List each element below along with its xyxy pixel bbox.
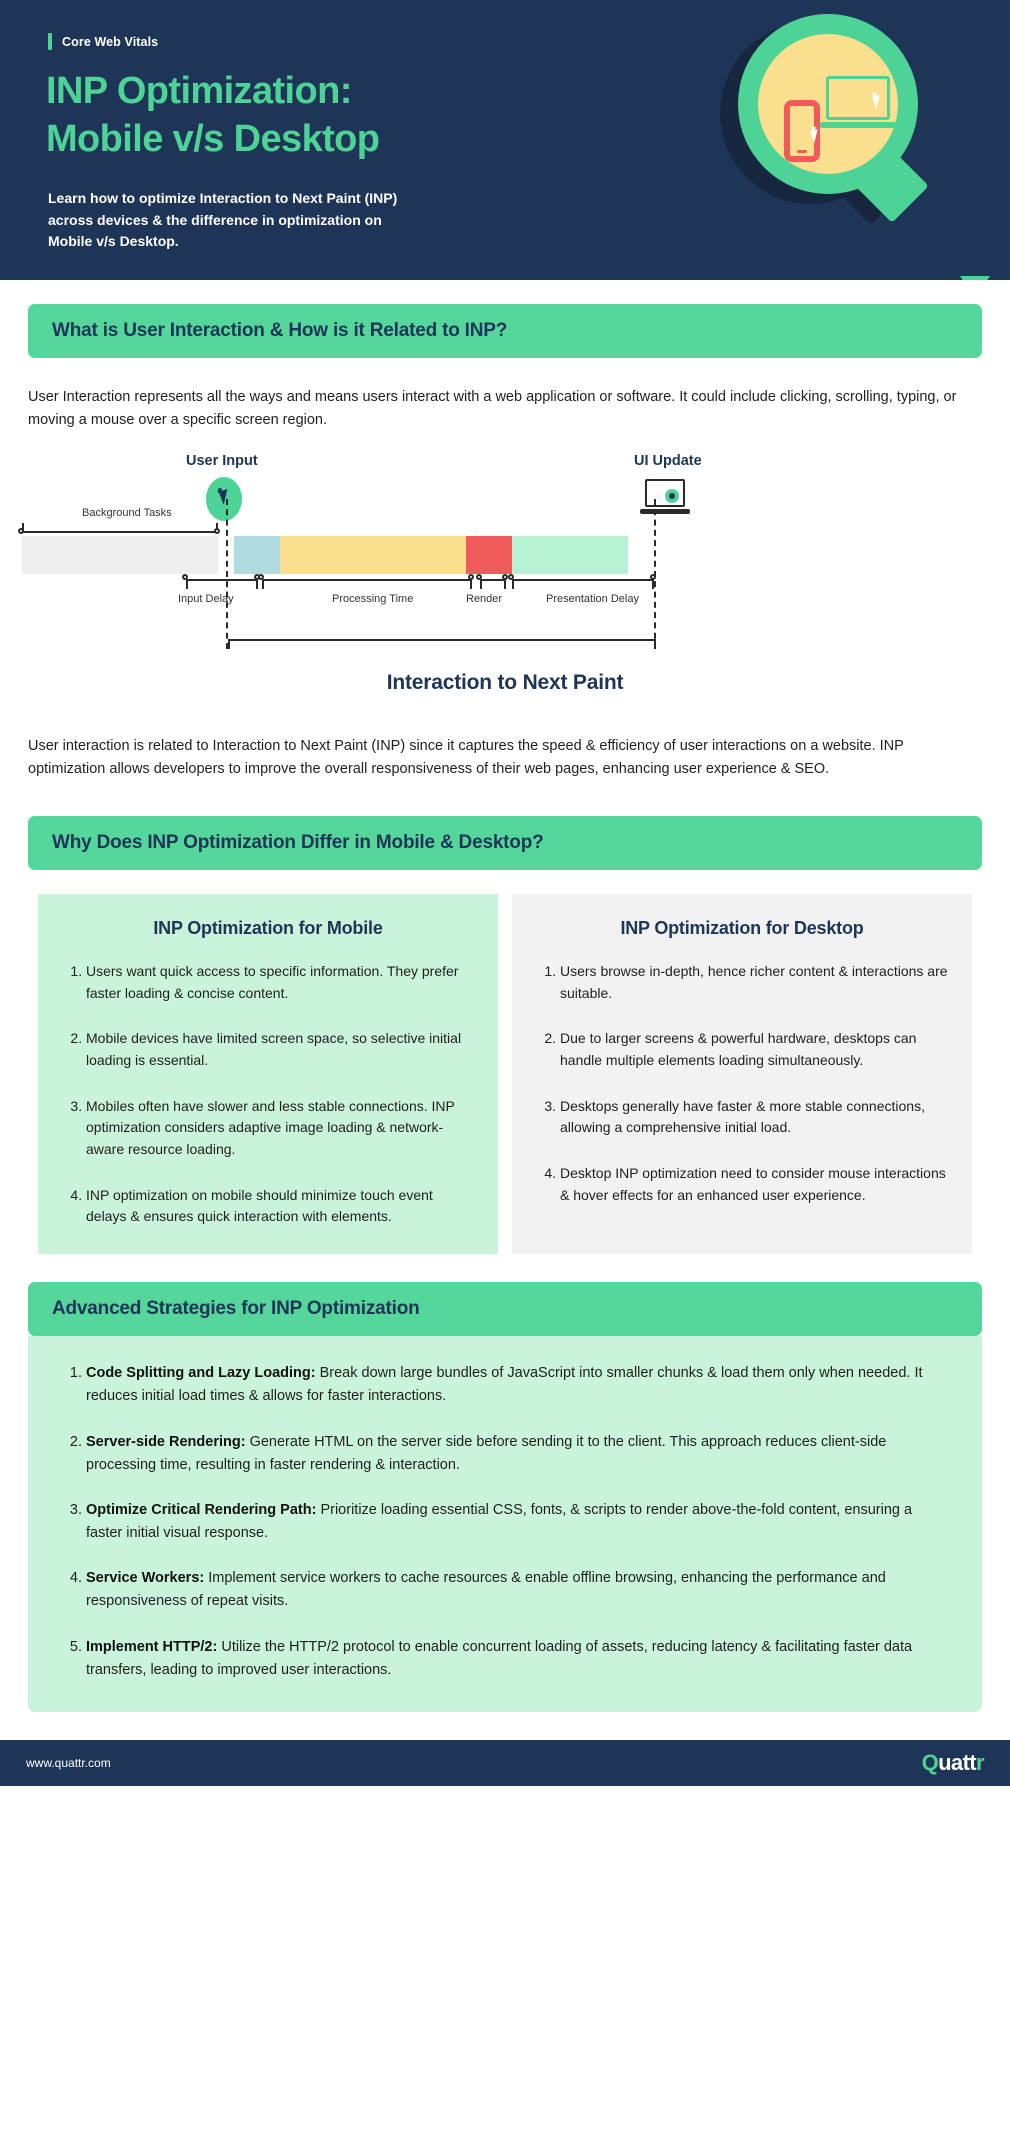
advanced-strategies-list	[58, 1362, 952, 1682]
magnifier-lens	[758, 34, 898, 174]
strategy-desc: Implement service workers to cache resources & enable offline browsing, enhancing the performance and responsiveness of repeat visits.	[86, 1570, 886, 1610]
chart-title: Interaction to Next Paint	[386, 670, 624, 694]
inp-timeline-chart	[0, 441, 1010, 671]
page-subtitle-line-3: Mobile v/s Desktop.	[48, 233, 179, 250]
list-item: 1. Users browse in-depth, hence richer content & interactions are suitable.	[560, 961, 950, 1004]
eyebrow	[48, 33, 158, 50]
presentation-delay-brace	[512, 579, 654, 589]
column-mobile	[38, 894, 498, 1254]
eyebrow-label: Core Web Vitals	[62, 34, 159, 49]
input-delay-knob-left	[182, 574, 188, 580]
section-heading-advanced-strategies	[28, 1282, 982, 1336]
page-subtitle-line-1: Learn how to optimize Interaction to Next Paint (INP)	[48, 190, 398, 206]
list-item	[86, 1499, 952, 1545]
input-delay-brace	[186, 579, 258, 589]
render-knob-left	[476, 574, 482, 580]
list-item	[86, 1636, 952, 1682]
section-heading-label: What is User Interaction & How is it Related to INP?	[52, 320, 508, 341]
laptop-base-shape	[820, 122, 896, 128]
strategy-term: Code Splitting and Lazy Loading:	[86, 1365, 316, 1382]
section1-paragraph: User Interaction represents all the ways and means users interact with a web application or software. It could include clicking, scrolling, typing, or moving a mouse over a specific screen region.	[28, 389, 957, 429]
chart-label-background-tasks: Background Tasks	[82, 506, 172, 519]
page-subtitle	[48, 188, 468, 253]
gear-icon	[665, 489, 679, 503]
footer	[0, 1740, 1010, 1786]
list-item: 3. Mobiles often have slower and less stable connections. INP optimization considers adaptive image loading & network-aware resource loading.	[86, 1096, 476, 1161]
page-title	[46, 68, 566, 164]
bar-segment-background-tasks	[22, 536, 218, 574]
strategy-desc: Generate HTML on the server side before sending it to the client. This approach reduces client-side processing time, resulting in faster rendering & interaction.	[86, 1433, 887, 1473]
bar-segment-input-delay	[234, 536, 280, 574]
quattr-logo	[922, 1750, 984, 1776]
chart-label-render: Render	[466, 592, 503, 605]
mobile-list	[60, 961, 476, 1228]
logo-mid-letters: uatt	[938, 1750, 977, 1775]
timeline-bar-row	[22, 536, 628, 574]
section-heading-why-differ	[28, 816, 982, 870]
chart-label-ui-update: UI Update	[634, 452, 702, 469]
processing-time-knob-right	[468, 574, 474, 580]
list-item	[86, 1362, 952, 1408]
page-title-line-2: Mobile v/s Desktop	[46, 117, 380, 160]
list-item	[86, 1567, 952, 1613]
list-item: 1. Users want quick access to specific information. They prefer faster loading & concise content.	[86, 961, 476, 1004]
chart-label-input-delay: Input Delay	[178, 592, 234, 605]
list-item: 4. Desktop INP optimization need to consider mouse interactions & hover effects for an enhanced user experience.	[560, 1163, 950, 1206]
column-desktop-title: INP Optimization for Desktop	[620, 917, 864, 938]
section-heading-label-3: Advanced Strategies for INP Optimization	[52, 1298, 420, 1320]
brace-knob-right	[214, 528, 220, 534]
presentation-delay-knob-left	[508, 574, 514, 580]
comparison-columns	[38, 894, 972, 1254]
bar-segment-render	[466, 536, 512, 574]
hero-header	[0, 0, 1010, 280]
page-title-line-1: INP Optimization:	[46, 70, 352, 112]
list-item: 3. Desktops generally have faster & more stable connections, allowing a comprehensive initial load.	[560, 1096, 950, 1139]
inp-total-span-brace	[228, 639, 656, 649]
list-item: 2. Mobile devices have limited screen space, so selective initial loading is essential.	[86, 1028, 476, 1071]
strategy-desc: Break down large bundles of JavaScript into smaller chunks & load them only when needed. It reduces initial load times & allows for faster interactions.	[86, 1365, 923, 1405]
footer-url[interactable]: www.quattr.com	[26, 1756, 111, 1770]
bar-segment-presentation-delay	[512, 536, 628, 574]
strategy-term: Server-side Rendering:	[86, 1433, 246, 1450]
chart-label-presentation-delay: Presentation Delay	[546, 592, 639, 605]
advanced-strategies-box	[28, 1336, 982, 1712]
presentation-delay-knob-right	[650, 574, 656, 580]
section-heading-user-interaction	[28, 304, 982, 358]
list-item: 2. Due to larger screens & powerful hardware, desktops can handle multiple elements loading simultaneously.	[560, 1028, 950, 1071]
strategy-term: Implement HTTP/2:	[86, 1638, 218, 1655]
background-tasks-brace	[22, 523, 218, 533]
ui-update-laptop-base	[640, 509, 690, 514]
user-input-dashed-line	[226, 499, 228, 649]
ui-update-laptop-screen	[645, 479, 685, 507]
hero-triangle-accent	[960, 276, 990, 280]
page-subtitle-line-2: across devices & the difference in optimization on	[48, 211, 382, 228]
list-item	[86, 1431, 952, 1477]
phone-home-button	[797, 150, 807, 153]
render-brace	[480, 579, 506, 589]
list-item: 4. INP optimization on mobile should minimize touch event delays & ensures quick interaction with elements.	[86, 1185, 476, 1228]
logo-tail-letter: r	[976, 1750, 984, 1775]
chart-label-user-input: User Input	[186, 452, 258, 469]
brace-knob-left	[18, 528, 24, 534]
eyebrow-accent-bar	[48, 33, 52, 50]
logo-q-letter: Q	[921, 1750, 939, 1775]
laptop-icon	[820, 76, 896, 132]
processing-time-brace	[262, 579, 472, 589]
ui-update-laptop-icon	[640, 479, 690, 517]
user-input-cursor-badge-icon	[206, 477, 242, 521]
processing-time-knob-left	[258, 574, 264, 580]
strategy-desc: Prioritize loading essential CSS, fonts, & scripts to render above-the-fold content, ensuring a faster initial visual response.	[86, 1501, 913, 1542]
strategy-desc: Utilize the HTTP/2 protocol to enable concurrent loading of assets, reducing latency & facilitating faster data transfers, leading to improved user interactions.	[86, 1638, 913, 1678]
chart-label-processing-time: Processing Time	[332, 592, 414, 605]
strategy-term: Optimize Critical Rendering Path:	[86, 1501, 317, 1518]
section1-closing-paragraph: User interaction is related to Interaction to Next Paint (INP) since it captures the speed & efficiency of user interactions on a website. INP optimization allows developers to improve the overall responsiveness of their web pages, enhancing user experience & SEO.	[28, 737, 904, 778]
magnifying-glass-illustration	[710, 0, 1010, 250]
section-heading-label-2: Why Does INP Optimization Differ in Mobile & Desktop?	[52, 831, 544, 853]
strategy-term: Service Workers:	[86, 1570, 205, 1587]
column-mobile-title: INP Optimization for Mobile	[153, 917, 383, 938]
desktop-list	[534, 961, 950, 1207]
column-desktop	[512, 894, 972, 1254]
